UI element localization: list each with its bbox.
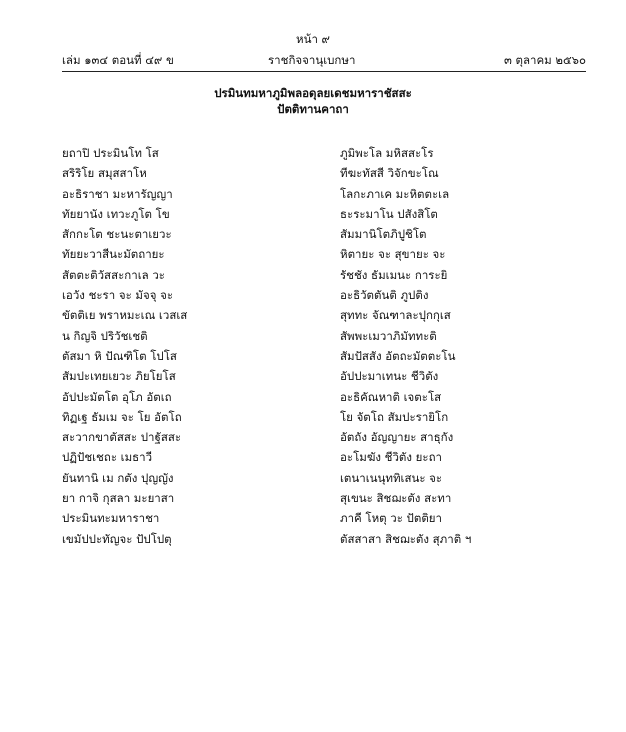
verse-right-line: สุททะ จัณฑาละปุกกุเส xyxy=(340,308,451,323)
publication-name: ราชกิจจานุเบกษา xyxy=(268,53,356,67)
verse-row xyxy=(0,166,626,186)
verse-right-line: สุเขนะ สิชฌะตัง สะทา xyxy=(340,491,452,506)
verse-row xyxy=(0,288,626,308)
verse-right-line: หิตายะ จะ สุขายะ จะ xyxy=(340,247,446,262)
verse-left-line: ปฏิปัชเชถะ เมธาวี xyxy=(62,450,153,465)
verse-right-line: อัตถัง อัญญายะ สาธุกัง xyxy=(340,430,454,445)
verse-row xyxy=(0,207,626,227)
verse-right-line: ตัสสาสา สิชฌะตัง สุภาติ ฯ xyxy=(340,531,472,546)
verse-right-line: สัมมานิโตภิปูชิโต xyxy=(340,227,427,242)
verse-right-line: อะธิคัณหาติ เจตะโส xyxy=(340,389,442,404)
verse-row xyxy=(0,349,626,369)
verse-left-line: สัมปะเทยเยวะ ภิยโยโส xyxy=(62,369,176,384)
verse-right-line: สัมปัสสัง อัตถะมัตตะโน xyxy=(340,348,456,363)
verse-left-line: สริริโย สมุสสาโห xyxy=(62,166,147,181)
verse-right-line: สัพพะเมวาภิมัททะติ xyxy=(340,328,437,343)
verse-row xyxy=(0,247,626,267)
verse-left-line: ยันทานิ เม กตัง ปุญญัง xyxy=(62,470,174,485)
verse-row xyxy=(0,450,626,470)
publication-date: ๓ ตุลาคม ๒๕๖๐ xyxy=(503,53,586,67)
verse-row xyxy=(0,491,626,511)
verse-row xyxy=(0,511,626,531)
verse-left-line: เขมัปปะทัญจะ ปัปโปตุ xyxy=(62,531,172,546)
document-subtitle: ปัตติทานคาถา xyxy=(277,102,349,116)
verse-right-line: ธะระมาโน ปสังสิโต xyxy=(340,206,438,221)
verse-left-line: เอวัง ชะรา จะ มัจจุ จะ xyxy=(62,288,174,303)
verse-left-line: สะวากขาตัสสะ ปาฐัสสะ xyxy=(62,430,182,445)
verse-right-line: ภาคี โหตุ วะ ปัตติยา xyxy=(340,511,442,526)
header-divider xyxy=(62,71,586,72)
volume-issue: เล่ม ๑๓๔ ตอนที่ ๔๙ ข xyxy=(62,53,174,67)
verse-left-line: ประมินทะมหาราชา xyxy=(62,511,160,526)
verse-row xyxy=(0,227,626,247)
document-title: ปรมินทมหาภูมิพลอดุลยเดชมหาราชัสสะ xyxy=(214,86,412,100)
verse-right-line: รัชชัง ธัมเมนะ การะยิ xyxy=(340,267,448,282)
verse-left-line: อะธิราชา มะหารัญญา xyxy=(62,186,173,201)
verse-right-line: อัปปะมาเทนะ ชีวิตัง xyxy=(340,369,439,384)
verse-left-line: น กิญจิ ปริวัชเชติ xyxy=(62,328,148,343)
verse-right-line: เตนาเนนุททิเสนะ จะ xyxy=(340,470,443,485)
verse-row xyxy=(0,308,626,328)
verse-left-line: ทิฏเฐ ธัมเม จะ โย อัตโถ xyxy=(62,409,182,424)
verse-left-line: ขัตติเย พราหมะเณ เวสเส xyxy=(62,308,188,323)
verse-row xyxy=(0,187,626,207)
verse-row xyxy=(0,471,626,491)
verse-row xyxy=(0,369,626,389)
verse-left-line: ตัสมา หิ ปัณฑิโต โปโส xyxy=(62,348,177,363)
verse-right-line: ภูมิพะโล มหิสสะโร xyxy=(340,146,434,160)
verse-left-line: สักกะโต ชะนะตาเยวะ xyxy=(62,227,172,242)
verse-right-line: อะธิวัตตันติ ภูปติง xyxy=(340,288,429,303)
page-number: หน้า ๙ xyxy=(296,32,330,46)
verse-row xyxy=(0,329,626,349)
verse-right-line: ทีฆะทัสสี วิจักขะโณ xyxy=(340,166,439,181)
verse-row xyxy=(0,430,626,450)
verse-list xyxy=(0,146,626,552)
verse-left-line: ทัยยะวาสีนะมัตถายะ xyxy=(62,247,165,262)
verse-right-line: โย จัตโถ สัมปะรายิโก xyxy=(340,409,449,424)
verse-left-line: อัปปะมัตโต อุโภ อัตเถ xyxy=(62,389,172,404)
verse-row xyxy=(0,390,626,410)
verse-left-line: ยา กาจิ กุสลา มะยาสา xyxy=(62,491,175,506)
verse-right-line: อะโมฆัง ชีวิตัง ยะถา xyxy=(340,450,442,465)
page-header xyxy=(62,53,586,67)
verse-left-line: ยถาปิ ประมินโท โส xyxy=(62,146,159,160)
verse-row xyxy=(0,268,626,288)
verse-left-line: ทัยยานัง เทวะภูโต โข xyxy=(62,206,170,221)
verse-row xyxy=(0,532,626,552)
verse-row xyxy=(0,410,626,430)
verse-row xyxy=(0,146,626,166)
verse-left-line: สัตตะติวัสสะกาเล วะ xyxy=(62,267,165,282)
verse-right-line: โลกะภาเค มะหิตตะเล xyxy=(340,186,450,201)
